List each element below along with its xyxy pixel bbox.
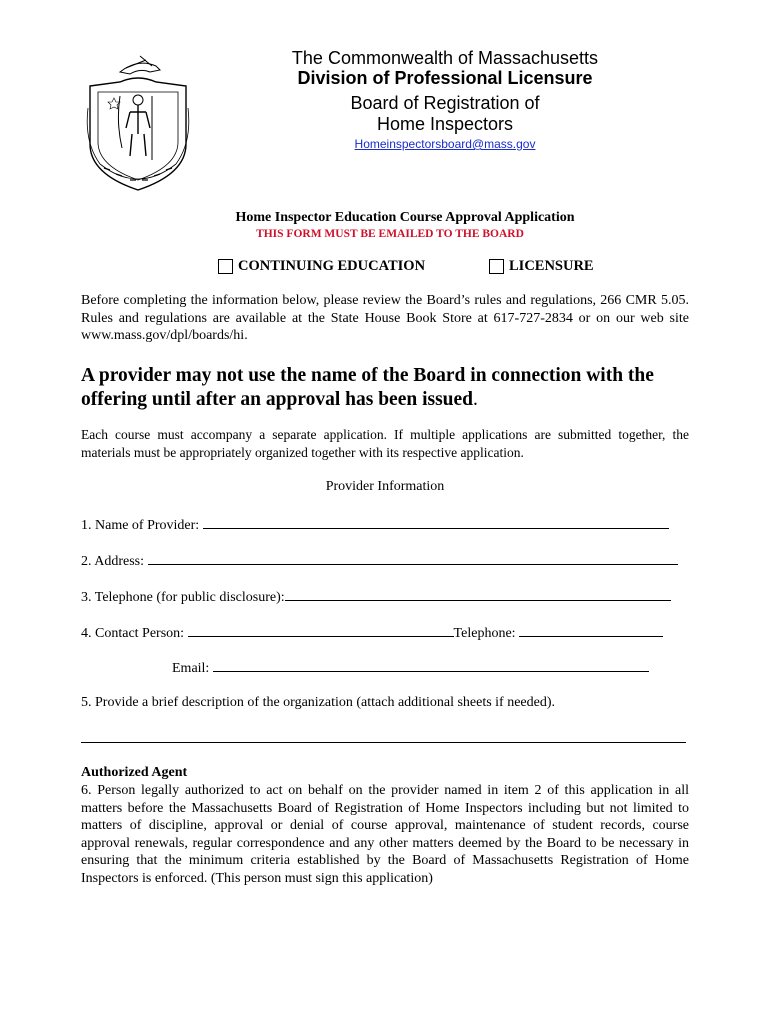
header-commonwealth: The Commonwealth of Massachusetts: [291, 48, 599, 68]
massachusetts-seal-icon: [80, 52, 196, 192]
address-row: [81, 551, 678, 570]
form-title: Home Inspector Education Course Approval Application: [235, 210, 575, 225]
provider-name-row: [81, 515, 669, 534]
provider-name-label: 1. Name of Provider:: [81, 518, 200, 533]
authorized-agent-heading: Authorized Agent: [81, 765, 188, 780]
contact-telephone-label: Telephone:: [453, 626, 516, 641]
header-board-name: Home Inspectors: [376, 114, 514, 134]
continuing-education-option[interactable]: [218, 258, 425, 275]
continuing-education-checkbox[interactable]: [218, 259, 233, 274]
contact-person-field[interactable]: [188, 623, 454, 637]
licensure-checkbox[interactable]: [489, 259, 504, 274]
provider-warning-text: A provider may not use the name of the Board in connection with the offering until after an approval has been issued: [81, 365, 654, 410]
public-telephone-label: 3. Telephone (for public disclosure):: [81, 590, 285, 605]
authorized-agent-paragraph: 6. Person legally authorized to act on behalf on the provider named in item 2 of this application in all matters before the Massachusetts Board of Registration of Home Inspectors including but not limited to matters of discipline, approval or denial of course approval, maintenance of student records, course approval renewals, regular correspondence and any other matters deemed by the Board to be necessary in ensuring that the minimum criteria established by the Board of Massachusetts Registration of Home Inspectors is enforced. (This person must sign this application): [81, 783, 689, 886]
licensure-option[interactable]: [489, 258, 594, 275]
email-row: [172, 658, 649, 677]
provider-name-field[interactable]: [203, 515, 669, 529]
header-board: Board of Registration of: [350, 93, 540, 113]
header-email-link[interactable]: Homeinspectorsboard@mass.gov: [354, 137, 536, 151]
header-division: Division of Professional Licensure: [297, 68, 593, 88]
email-field[interactable]: [213, 658, 649, 672]
provider-warning: [81, 364, 701, 412]
provider-warning-period: .: [473, 389, 478, 410]
description-field-line[interactable]: [81, 742, 686, 743]
contact-person-label: 4. Contact Person:: [81, 626, 185, 641]
email-label: Email:: [172, 661, 210, 676]
contact-telephone-field[interactable]: [519, 623, 663, 637]
form-email-note: THIS FORM MUST BE EMAILED TO THE BOARD: [256, 228, 524, 240]
separate-application-paragraph: Each course must accompany a separate application. If multiple applications are submitted together, the materials must be appropriately organized together with its respective application.: [81, 427, 689, 460]
public-telephone-field[interactable]: [285, 587, 671, 601]
public-telephone-row: [81, 587, 671, 606]
licensure-label: LICENSURE: [509, 258, 594, 274]
address-field[interactable]: [148, 551, 678, 565]
contact-row: [81, 623, 663, 642]
description-prompt: 5. Provide a brief description of the organization (attach additional sheets if needed).: [81, 695, 556, 710]
continuing-education-label: CONTINUING EDUCATION: [238, 258, 426, 274]
provider-info-heading: Provider Information: [325, 479, 445, 494]
address-label: 2. Address:: [81, 554, 144, 569]
intro-paragraph: Before completing the information below, please review the Board’s rules and regulations, 266 CMR 5.05. Rules and regulations are available at the State House Book Store at 617-727-2834 or on our web site www.mass.gov/dpl/boards/hi.: [81, 293, 689, 343]
